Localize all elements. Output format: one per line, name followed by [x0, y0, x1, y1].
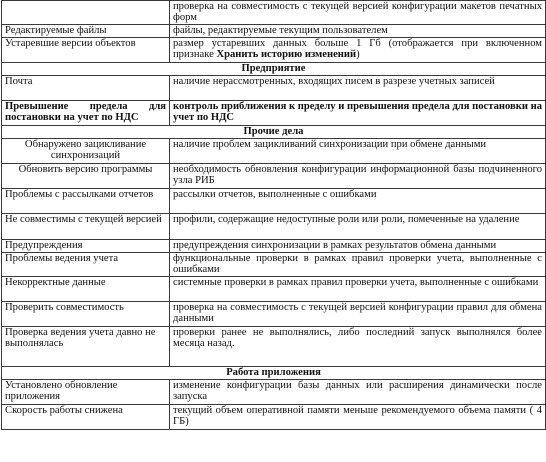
table-row — [2, 277, 546, 302]
event-name-cell: Установлено обновление приложения — [2, 380, 170, 405]
event-description-cell: функциональные проверки в рамках правил проверки учета, выполненные с ошибками — [170, 253, 546, 277]
event-description-cell: изменение конфигурации базы данных или расширения динамически после запуска — [170, 380, 546, 405]
event-description-cell: наличие проблем зацикливаний синхронизации при обмене данными — [170, 139, 546, 164]
event-description-cell: наличие нерассмотренных, входящих писем в разрезе учетных записей — [170, 76, 546, 101]
event-description-cell: проверки ранее не выполнялись, либо последний запуск выполнялся более месяца назад. — [170, 327, 546, 367]
event-description-cell: контроль приближения к пределу и превышения предела для постановки на учет по НДС — [170, 101, 546, 126]
table-row — [2, 405, 546, 430]
event-name-cell: Предупреждения — [2, 240, 170, 253]
section-title: Работа приложения — [2, 367, 546, 380]
event-name-cell: Превышение предела для постановки на учет по НДС — [2, 101, 170, 126]
event-name-cell: Обнаружено зацикливание синхронизаций — [2, 139, 170, 164]
table-row — [2, 214, 546, 240]
event-name-cell: Проблемы ведения учета — [2, 253, 170, 277]
event-name-cell: Проблемы с рассылками отчетов — [2, 189, 170, 214]
table-row — [2, 327, 546, 367]
event-name-cell: Скорость работы снижена — [2, 405, 170, 430]
description-text: размер устаревших данных больше 1 Гб (отображается при включенном признаке — [173, 38, 542, 61]
table-row — [2, 1, 546, 25]
event-name-cell — [2, 1, 170, 25]
event-description-cell: рассылки отчетов, выполненные с ошибками — [170, 189, 546, 214]
table-row — [2, 25, 546, 38]
event-name-cell: Устаревшие версии объектов — [2, 38, 170, 63]
table-row — [2, 139, 546, 164]
option-name: Хранить историю изменений — [216, 49, 357, 61]
table-row — [2, 101, 546, 126]
event-name-cell: Проверить совместимость — [2, 302, 170, 327]
table-row — [2, 189, 546, 214]
event-description-cell: проверка на совместимость с текущей версией конфигурации правил для обмена данными — [170, 302, 546, 327]
event-description-cell: файлы, редактируемые текущим пользователем — [170, 25, 546, 38]
event-name-cell: Почта — [2, 76, 170, 101]
table-row — [2, 76, 546, 101]
table-row — [2, 302, 546, 327]
events-table — [1, 0, 546, 430]
section-title: Прочие дела — [2, 126, 546, 139]
event-description-cell: необходимость обновления конфигурации информационной базы подчиненного узла РИБ — [170, 164, 546, 189]
table-row — [2, 38, 546, 63]
event-description-cell: проверка на совместимость с текущей версией конфигурации макетов печатных форм — [170, 1, 546, 25]
event-description-cell: размер устаревших данных больше 1 Гб (отображается при включенном признаке Хранить историю изменений) — [170, 38, 546, 63]
table-row — [2, 164, 546, 189]
event-name-cell: Не совместимы с текущей версией — [2, 214, 170, 240]
section-header — [2, 367, 546, 380]
table-row — [2, 380, 546, 405]
event-name-cell: Редактируемые файлы — [2, 25, 170, 38]
event-description-cell: системные проверки в рамках правил проверки учета, выполненные с ошибками — [170, 277, 546, 302]
event-description-cell: профили, содержащие недоступные роли или роли, помеченные на удаление — [170, 214, 546, 240]
event-name-cell: Обновить версию программы — [2, 164, 170, 189]
section-header — [2, 63, 546, 76]
section-header — [2, 126, 546, 139]
table-row — [2, 240, 546, 253]
table-row — [2, 253, 546, 277]
event-name-cell: Проверка ведения учета давно не выполнялась — [2, 327, 170, 367]
event-description-cell: текущий объем оперативной памяти меньше рекомендуемого объема памяти ( 4 ГБ) — [170, 405, 546, 430]
section-title: Предприятие — [2, 63, 546, 76]
event-name-cell: Некорректные данные — [2, 277, 170, 302]
event-description-cell: предупреждения синхронизации в рамках результатов обмена данными — [170, 240, 546, 253]
